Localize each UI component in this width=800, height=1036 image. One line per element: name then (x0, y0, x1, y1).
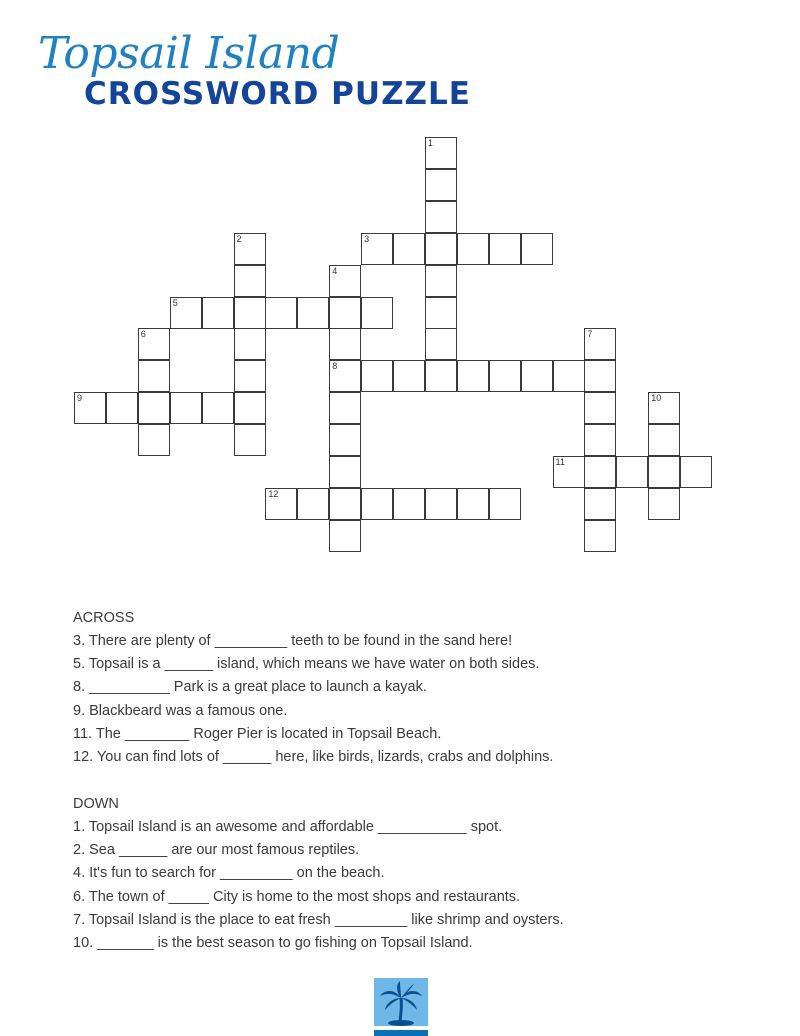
grid-cell[interactable] (425, 201, 457, 233)
grid-cell[interactable] (329, 520, 361, 552)
grid-cell[interactable] (234, 297, 266, 329)
grid-cell[interactable] (329, 297, 361, 329)
down-heading: DOWN (73, 796, 119, 812)
grid-cell[interactable] (648, 488, 680, 520)
grid-cell[interactable] (457, 360, 489, 392)
grid-cell[interactable] (425, 360, 457, 392)
clue-number: 7 (587, 329, 593, 340)
grid-cell[interactable] (489, 488, 521, 520)
grid-cell[interactable] (74, 392, 106, 424)
across-clue: 9. Blackbeard was a famous one. (73, 702, 288, 719)
down-clue: 2. Sea ______ are our most famous reptiles. (73, 842, 360, 859)
grid-cell[interactable] (521, 233, 553, 265)
grid-cell[interactable] (584, 456, 616, 488)
grid-cell[interactable] (329, 360, 361, 392)
grid-cell[interactable] (425, 488, 457, 520)
grid-cell[interactable] (234, 360, 266, 392)
grid-cell[interactable] (393, 360, 425, 392)
grid-cell[interactable] (457, 488, 489, 520)
grid-cell[interactable] (138, 360, 170, 392)
clue-number: 10 (651, 393, 662, 404)
grid-cell[interactable] (553, 360, 585, 392)
grid-cell[interactable] (106, 392, 138, 424)
down-clue: 6. The town of _____ City is home to the most shops and restaurants. (73, 888, 521, 905)
grid-cell[interactable] (425, 233, 457, 265)
grid-cell[interactable] (170, 297, 202, 329)
down-clue: 1. Topsail Island is an awesome and affordable ___________ spot. (73, 819, 503, 835)
clue-number: 6 (140, 329, 146, 340)
grid-cell[interactable] (584, 520, 616, 552)
clue-number: 8 (332, 361, 338, 372)
palm-tree-icon (374, 978, 428, 1036)
down-clues (73, 792, 773, 955)
script-title: Topsail Island (38, 28, 340, 79)
grid-cell[interactable] (425, 169, 457, 201)
grid-cell[interactable] (425, 265, 457, 297)
grid-cell[interactable] (521, 360, 553, 392)
across-heading: ACROSS (73, 610, 135, 626)
down-clue: 10. _______ is the best season to go fishing on Topsail Island. (73, 934, 473, 951)
grid-cell[interactable] (329, 456, 361, 488)
grid-cell[interactable] (361, 233, 393, 265)
grid-cell[interactable] (329, 424, 361, 456)
grid-cell[interactable] (297, 297, 329, 329)
grid-cell[interactable] (361, 360, 393, 392)
grid-cell[interactable] (584, 424, 616, 456)
grid-cell[interactable] (584, 360, 616, 392)
clue-number: 12 (268, 488, 279, 499)
grid-cell[interactable] (393, 233, 425, 265)
across-clue: 8. __________ Park is a great place to launch a kayak. (73, 679, 427, 696)
grid-cell[interactable] (457, 233, 489, 265)
grid-cell[interactable] (329, 392, 361, 424)
across-clue: 11. The ________ Roger Pier is located in Topsail Beach. (73, 725, 442, 742)
grid-cell[interactable] (425, 297, 457, 329)
grid-cell[interactable] (584, 488, 616, 520)
grid-cell[interactable] (489, 360, 521, 392)
grid-cell[interactable] (202, 392, 234, 424)
grid-cell[interactable] (138, 392, 170, 424)
grid-cell[interactable] (361, 297, 393, 329)
grid-cell[interactable] (234, 328, 266, 360)
grid-cell[interactable] (361, 488, 393, 520)
clue-number: 4 (332, 265, 338, 276)
grid-cell[interactable] (648, 392, 680, 424)
grid-cell[interactable] (297, 488, 329, 520)
down-clue: 7. Topsail Island is the place to eat fresh _________ like shrimp and oysters. (73, 911, 564, 928)
grid-cell[interactable] (648, 456, 680, 488)
page-title: CROSSWORD PUZZLE (84, 76, 471, 112)
grid-cell[interactable] (393, 488, 425, 520)
grid-cell[interactable] (265, 488, 297, 520)
clue-number: 3 (364, 233, 370, 244)
grid-cell[interactable] (202, 297, 234, 329)
clue-number: 2 (236, 233, 242, 244)
grid-cell[interactable] (234, 265, 266, 297)
clue-number: 5 (172, 297, 178, 308)
grid-cell[interactable] (234, 424, 266, 456)
grid-cell[interactable] (138, 328, 170, 360)
grid-cell[interactable] (553, 456, 585, 488)
grid-cell[interactable] (616, 456, 648, 488)
across-clues (73, 606, 773, 769)
grid-cell[interactable] (648, 424, 680, 456)
grid-cell[interactable] (489, 233, 521, 265)
grid-cell[interactable] (234, 233, 266, 265)
grid-cell[interactable] (584, 392, 616, 424)
grid-cell[interactable] (584, 328, 616, 360)
grid-cell[interactable] (138, 424, 170, 456)
clue-number: 11 (555, 457, 565, 467)
grid-cell[interactable] (329, 488, 361, 520)
grid-cell[interactable] (425, 137, 457, 169)
clue-number: 1 (427, 138, 433, 148)
grid-cell[interactable] (329, 328, 361, 360)
across-clue: 5. Topsail is a ______ island, which means we have water on both sides. (73, 656, 540, 673)
grid-cell[interactable] (265, 297, 297, 329)
grid-cell[interactable] (234, 392, 266, 424)
across-clue: 3. There are plenty of _________ teeth to be found in the sand here! (73, 633, 513, 649)
across-clue: 12. You can find lots of ______ here, like birds, lizards, crabs and dolphins. (73, 748, 554, 765)
down-clue: 4. It's fun to search for _________ on the beach. (73, 865, 385, 882)
clue-number: 9 (77, 393, 83, 404)
grid-cell[interactable] (425, 328, 457, 360)
grid-cell[interactable] (329, 265, 361, 297)
grid-cell[interactable] (680, 456, 712, 488)
grid-cell[interactable] (170, 392, 202, 424)
